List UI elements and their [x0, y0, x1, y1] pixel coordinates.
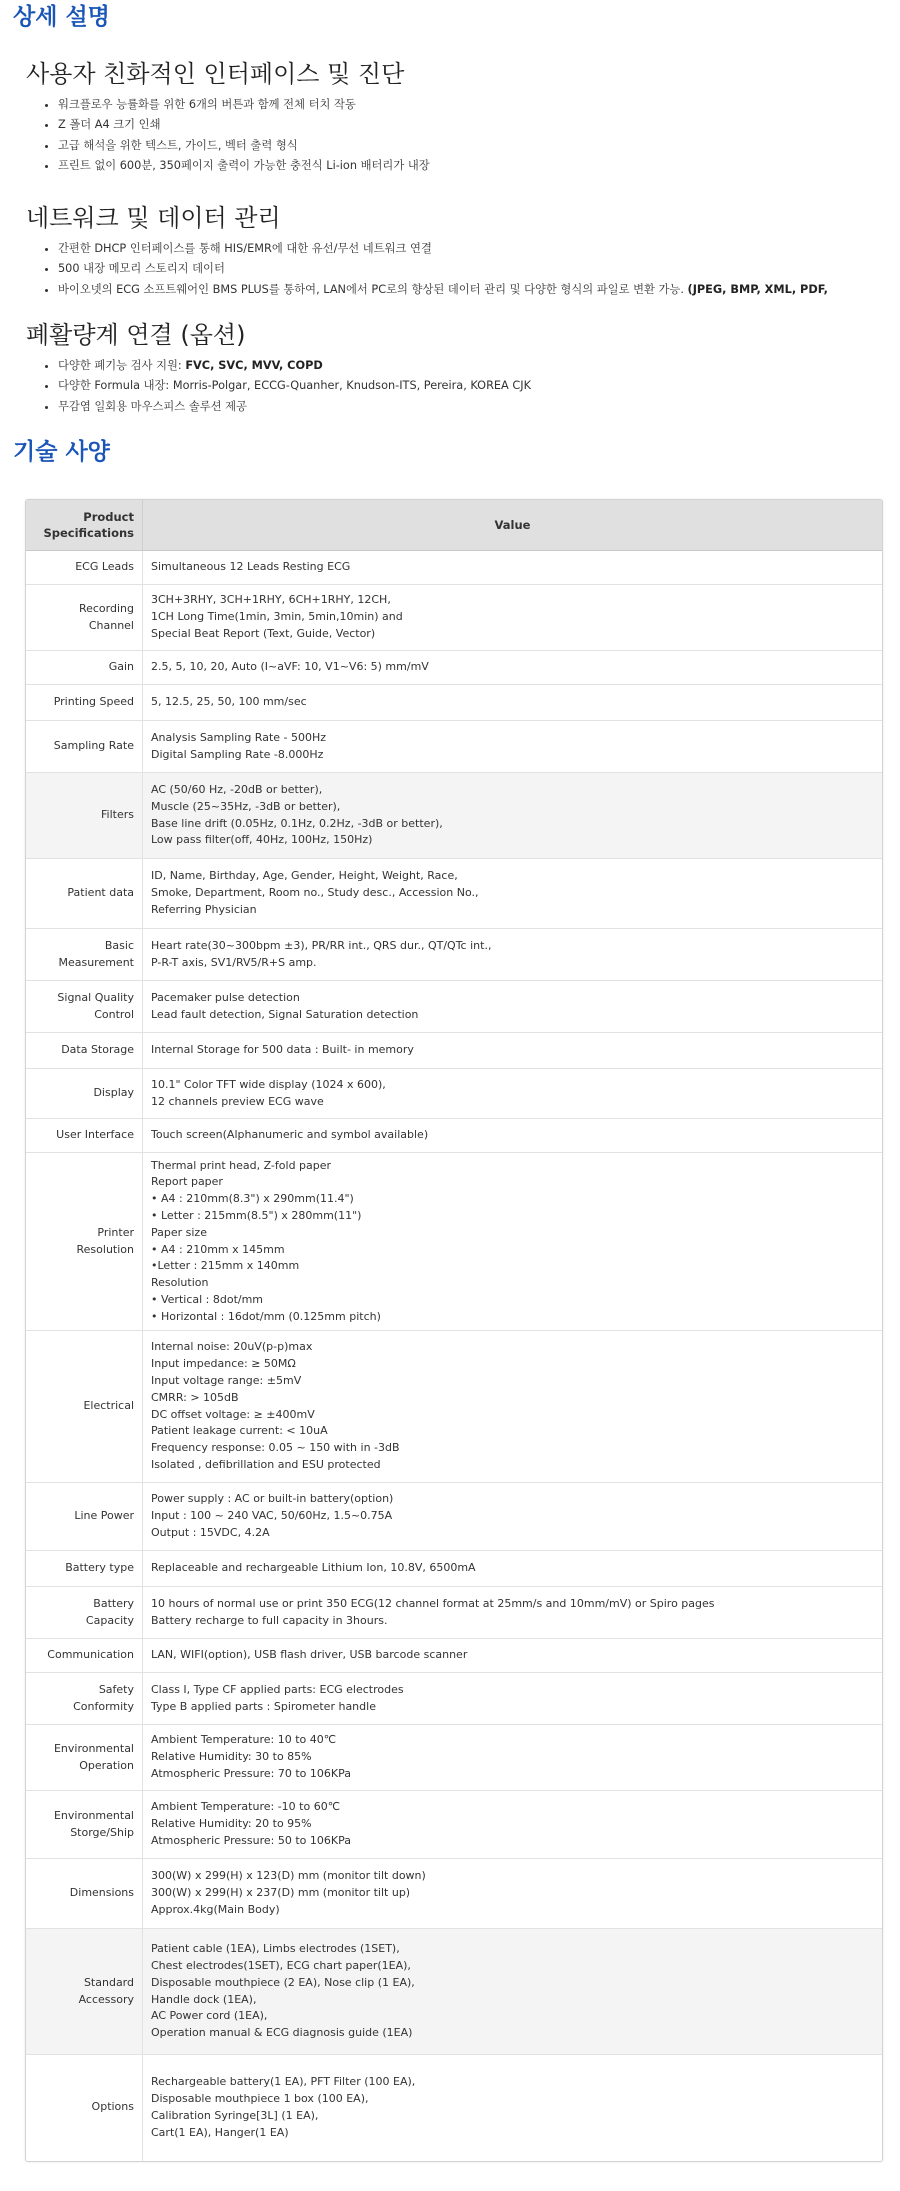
spec-value-cell: LAN, WIFI(option), USB flash driver, USB barcode scanner — [143, 1639, 883, 1673]
spec-key-cell: Printer Resolution — [26, 1153, 143, 1331]
spec-key-cell: Printing Speed — [26, 685, 143, 721]
table-row — [26, 1725, 882, 1791]
spec-key-cell: Environmental Operation — [26, 1725, 143, 1791]
spec-value-cell: 300(W) x 299(H) x 123(D) mm (monitor tilt down) 300(W) x 299(H) x 237(D) mm (monitor tilt up) Approx.4kg(Main Body) — [143, 1859, 883, 1929]
spec-key-cell: Dimensions — [26, 1859, 143, 1929]
list-item: • 다양한 Formula 내장: Morris-Polgar, ECCG-Quanher, Knudson-ITS, Pereira, KOREA CJK — [58, 376, 886, 397]
spec-value-cell: Class I, Type CF applied parts: ECG electrodes Type B applied parts : Spirometer handle — [143, 1673, 883, 1725]
section-spirometer — [26, 321, 886, 417]
list-item: • Z 폴더 A4 크기 인쇄 — [58, 115, 886, 136]
table-row — [26, 859, 882, 929]
spec-key-cell: ECG Leads — [26, 551, 143, 585]
spec-value-cell: Power supply : AC or built-in battery(option) Input : 100 ~ 240 VAC, 50/60Hz, 1.5~0.75A Output : 15VDC, 4.2A — [143, 1483, 883, 1551]
spec-value-cell: Analysis Sampling Rate - 500Hz Digital Sampling Rate -8.000Hz — [143, 721, 883, 773]
spec-table-wrapper — [25, 499, 883, 2162]
table-row — [26, 1033, 882, 1069]
spec-key-cell: Signal Quality Control — [26, 981, 143, 1033]
table-row — [26, 981, 882, 1033]
table-row — [26, 1153, 882, 1331]
spec-value-cell: Heart rate(30~300bpm ±3), PR/RR int., QRS dur., QT/QTc int., P-R-T axis, SV1/RV5/R+S amp. — [143, 929, 883, 981]
table-row — [26, 1119, 882, 1153]
list-item: • 고급 해석을 위한 텍스트, 가이드, 벡터 출력 형식 — [58, 136, 886, 157]
table-row — [26, 1929, 882, 2055]
spec-key-cell: Basic Measurement — [26, 929, 143, 981]
section-interface — [26, 60, 886, 177]
table-row — [26, 929, 882, 981]
table-row — [26, 651, 882, 685]
spec-value-cell: Ambient Temperature: -10 to 60℃ Relative Humidity: 20 to 95% Atmospheric Pressure: 50 to 106KPa — [143, 1791, 883, 1859]
spec-value-cell: Internal Storage for 500 data : Built- in memory — [143, 1033, 883, 1069]
spec-value-cell: 10 hours of normal use or print 350 ECG(12 channel format at 25mm/s and 10mm/mV) or Spiro pages Battery recharge to full capacity in 3hours. — [143, 1587, 883, 1639]
spec-key-cell: Data Storage — [26, 1033, 143, 1069]
spec-value-cell: Pacemaker pulse detection Lead fault detection, Signal Saturation detection — [143, 981, 883, 1033]
spec-value-cell: 10.1" Color TFT wide display (1024 x 600), 12 channels preview ECG wave — [143, 1069, 883, 1119]
table-row — [26, 1483, 882, 1551]
table-row — [26, 585, 882, 651]
spec-value-cell: AC (50/60 Hz, -20dB or better), Muscle (25~35Hz, -3dB or better), Base line drift (0.05Hz, 0.1Hz, 0.2Hz, -3dB or better), Low pass filter(off, 40Hz, 100Hz, 150Hz) — [143, 773, 883, 859]
spec-key-cell: Gain — [26, 651, 143, 685]
table-row — [26, 1639, 882, 1673]
table-row — [26, 1331, 882, 1483]
spec-value-cell: 3CH+3RHY, 3CH+1RHY, 6CH+1RHY, 12CH, 1CH Long Time(1min, 3min, 5min,10min) and Special Beat Report (Text, Guide, Vector) — [143, 585, 883, 651]
feature-list — [26, 95, 886, 177]
table-row — [26, 1791, 882, 1859]
table-row — [26, 1587, 882, 1639]
spec-key-cell: Recording Channel — [26, 585, 143, 651]
feature-list — [26, 239, 886, 301]
spec-value-cell: 2.5, 5, 10, 20, Auto (I~aVF: 10, V1~V6: 5) mm/mV — [143, 651, 883, 685]
spec-key-cell: Sampling Rate — [26, 721, 143, 773]
spec-value-cell: Ambient Temperature: 10 to 40℃ Relative Humidity: 30 to 85% Atmospheric Pressure: 70 to 106KPa — [143, 1725, 883, 1791]
section-network — [26, 204, 886, 300]
list-item: • 간편한 DHCP 인터페이스를 통해 HIS/EMR에 대한 유선/무선 네트워크 연결 — [58, 239, 886, 260]
table-row — [26, 1859, 882, 1929]
list-item: • 500 내장 메모리 스토리지 데이터 — [58, 259, 886, 280]
spec-value-cell: Thermal print head, Z-fold paper Report paper • A4 : 210mm(8.3") x 290mm(11.4") • Letter : 215mm(8.5") x 280mm(11") Paper size • A4 : 210mm x 145mm •Letter : 215mm x 140mm Resolution • Vertical : 8dot/mm • Horizontal : 16dot/mm (0.125mm pitch) — [143, 1153, 883, 1331]
table-row — [26, 2055, 882, 2161]
spec-key-cell: Options — [26, 2055, 143, 2161]
spec-key-cell: Battery type — [26, 1551, 143, 1587]
table-row — [26, 773, 882, 859]
spec-key-cell: Safety Conformity — [26, 1673, 143, 1725]
spec-key-cell: Display — [26, 1069, 143, 1119]
section-title: 사용자 친화적인 인터페이스 및 진단 — [26, 60, 405, 88]
table-row — [26, 1673, 882, 1725]
spec-header-row — [26, 500, 882, 551]
list-item: • 바이오넷의 ECG 소프트웨어인 BMS PLUS를 통하여, LAN에서 PC로의 향상된 데이터 관리 및 다양한 형식의 파일로 변환 가능. (JPEG, BMP, XML, PDF, — [58, 280, 886, 301]
table-row — [26, 1069, 882, 1119]
spec-value-cell: Patient cable (1EA), Limbs electrodes (1SET), Chest electrodes(1SET), ECG chart paper(1EA), Disposable mouthpiece (2 EA), Nose clip (1 EA), Handle dock (1EA), AC Power cord (1EA), Operation manual & ECG diagnosis guide (1EA) — [143, 1929, 883, 2055]
spec-key-cell: Line Power — [26, 1483, 143, 1551]
spec-value-cell: Rechargeable battery(1 EA), PFT Filter (100 EA), Disposable mouthpiece 1 box (100 EA), Calibration Syringe[3L] (1 EA), Cart(1 EA), Hanger(1 EA) — [143, 2055, 883, 2161]
spec-title: 기술 사양 — [13, 439, 110, 465]
table-row — [26, 1551, 882, 1587]
spec-value-cell: Simultaneous 12 Leads Resting ECG — [143, 551, 883, 585]
spec-value-cell: 5, 12.5, 25, 50, 100 mm/sec — [143, 685, 883, 721]
spec-value-cell: Internal noise: 20uV(p-p)max Input impedance: ≥ 50MΩ Input voltage range: ±5mV CMRR: > 105dB DC offset voltage: ≥ ±400mV Patient leakage current: < 10uA Frequency response: 0.05 ~ 150 with in -3dB Isolated , defibrillation and ESU protected — [143, 1331, 883, 1483]
spec-table — [26, 500, 882, 2161]
list-item: • 워크플로우 능률화를 위한 6개의 버튼과 함께 전체 터치 작동 — [58, 95, 886, 116]
spec-key-cell: Communication — [26, 1639, 143, 1673]
table-row — [26, 551, 882, 585]
detail-title: 상세 설명 — [13, 4, 110, 30]
table-row — [26, 721, 882, 773]
section-title: 네트워크 및 데이터 관리 — [26, 204, 281, 232]
list-item: • 프린트 없이 600분, 350페이지 출력이 가능한 충전식 Li-ion 배터리가 내장 — [58, 156, 886, 177]
spec-key-cell: Standard Accessory — [26, 1929, 143, 2055]
section-title: 폐활량계 연결 (옵션) — [26, 321, 246, 349]
spec-key-cell: User Interface — [26, 1119, 143, 1153]
spec-value-cell: Replaceable and rechargeable Lithium Ion, 10.8V, 6500mA — [143, 1551, 883, 1587]
feature-list — [26, 356, 886, 418]
spec-value-cell: ID, Name, Birthday, Age, Gender, Height, Weight, Race, Smoke, Department, Room no., Study desc., Accession No., Referring Physician — [143, 859, 883, 929]
spec-key-cell: Filters — [26, 773, 143, 859]
list-item: • 다양한 폐기능 검사 지원: FVC, SVC, MVV, COPD — [58, 356, 886, 377]
spec-key-cell: Environmental Storge/Ship — [26, 1791, 143, 1859]
spec-key-cell: Patient data — [26, 859, 143, 929]
column-header-value: Value — [143, 500, 883, 551]
list-item: • 무감염 일회용 마우스피스 솔루션 제공 — [58, 397, 886, 418]
spec-key-cell: Electrical — [26, 1331, 143, 1483]
column-header-key: Product Specifications — [26, 500, 143, 551]
table-row — [26, 685, 882, 721]
spec-body — [26, 551, 882, 2161]
spec-key-cell: Battery Capacity — [26, 1587, 143, 1639]
spec-value-cell: Touch screen(Alphanumeric and symbol available) — [143, 1119, 883, 1153]
